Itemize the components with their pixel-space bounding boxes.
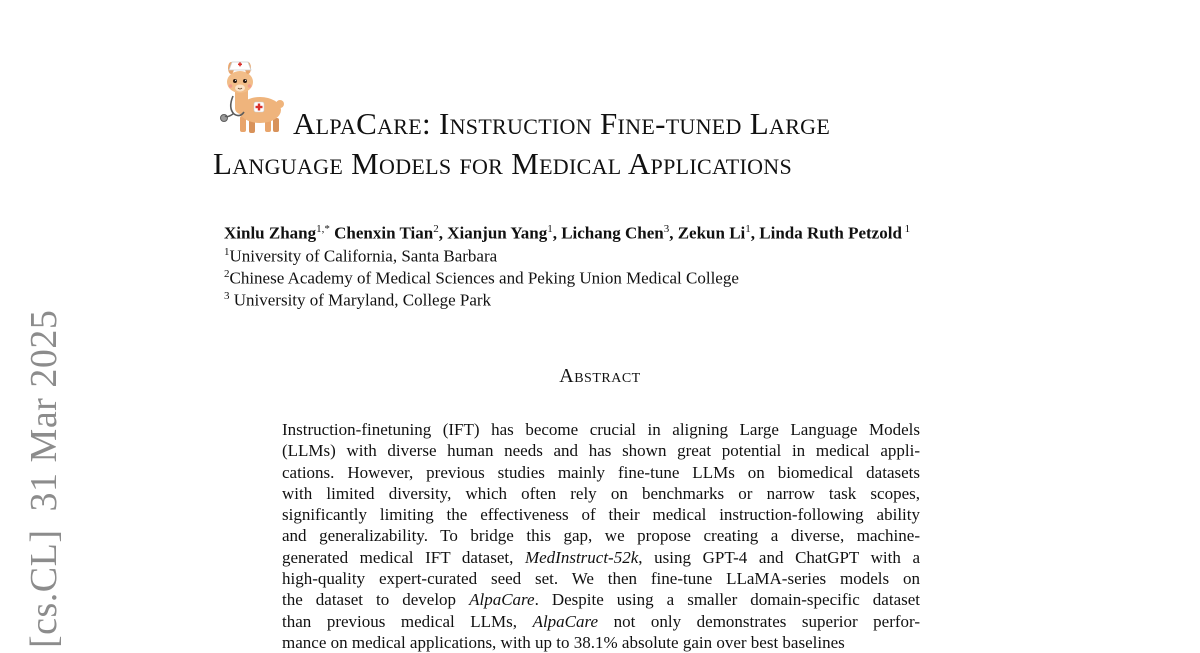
paper-title-line-2: Language Models for Medical Applications	[213, 146, 792, 181]
abstract-line: significantly limiting the effectiveness of their medical instruction-following ability	[282, 505, 920, 525]
affiliation-3	[224, 285, 491, 312]
author-separator: ,	[438, 223, 448, 243]
author-name: Xinlu Zhang	[224, 223, 317, 243]
affiliation-text: University of California, Santa Barbara	[229, 246, 498, 266]
abstract-line: cations. However, previous studies mainly fine-tune LLMs on biomedical datasets	[282, 462, 920, 482]
author-name: Lichang Chen	[561, 223, 664, 243]
author-affiliation-mark: 3	[663, 223, 670, 235]
abstract-line: Instruction-finetuning (IFT) has become crucial in aligning Large Language Models	[282, 420, 920, 439]
author-name: Zekun Li	[677, 223, 746, 243]
abstract-italic-term: AlpaCare	[532, 611, 599, 631]
author-affiliation-mark: 1,*	[316, 223, 330, 235]
affiliation-text: Chinese Academy of Medical Sciences and Peking Union Medical College	[229, 268, 739, 288]
abstract-body	[282, 419, 920, 653]
abstract-line: and generalizability. To bridge this gap, we propose creating a diverse, machine-	[282, 526, 920, 546]
author-name: Linda Ruth Petzold	[759, 223, 902, 243]
author-separator: ,	[750, 223, 760, 243]
paper-title-line-1: AlpaCare: Instruction Fine-tuned Large	[293, 106, 831, 141]
author-affiliation-mark: 1	[745, 223, 751, 235]
author-separator: ,	[552, 223, 562, 243]
abstract-line: (LLMs) with diverse human needs and has shown great potential in medical appli-	[282, 441, 920, 461]
abstract-line: generated medical IFT dataset, MedInstruct-52k, using GPT-4 and ChatGPT with a	[282, 547, 920, 567]
abstract-italic-term: AlpaCare	[469, 590, 535, 610]
affiliation-mark: 2	[224, 268, 230, 280]
abstract-line: with limited diversity, which often rely on benchmarks or narrow task scopes,	[282, 483, 920, 503]
arxiv-date: 31 Mar 2025	[23, 309, 65, 512]
author-affiliation-mark: 2	[433, 223, 439, 235]
affiliation-text: University of Maryland, College Park	[229, 290, 492, 310]
author-name: Xianjun Yang	[447, 223, 548, 243]
abstract-line: mance on medical applications, with up to 38.1% absolute gain over best baselines	[282, 632, 845, 652]
abstract-heading	[0, 365, 1200, 388]
paper-title	[213, 104, 1113, 184]
abstract-line: than previous medical LLMs, AlpaCare not only demonstrates superior perfor-	[282, 611, 921, 631]
author-name: Chenxin Tian	[334, 223, 434, 243]
affiliation-mark: 1	[224, 246, 230, 258]
abstract-line: the dataset to develop AlpaCare. Despite using a smaller domain-specific dataset	[282, 590, 921, 610]
arxiv-category: [cs.CL]	[23, 529, 65, 648]
author-affiliation-mark: 1	[901, 223, 911, 235]
author-separator: ,	[669, 223, 678, 243]
author-affiliation-mark: 1	[547, 223, 553, 235]
affiliation-mark: 3	[224, 290, 230, 302]
abstract-italic-term: MedInstruct-52k	[524, 547, 639, 567]
abstract-heading-text: Abstract	[559, 365, 641, 387]
abstract-line: high-quality expert-curated seed set. We then fine-tune LLaMA-series models on	[282, 569, 920, 589]
arxiv-side-label	[22, 310, 66, 648]
